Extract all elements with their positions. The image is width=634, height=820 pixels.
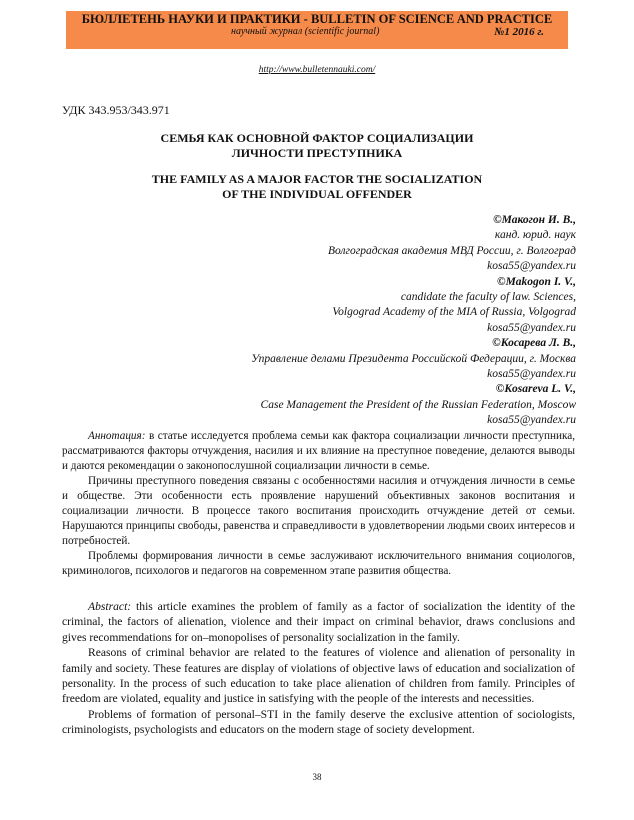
abstract-ru-paragraph: Проблемы формирования личности в семье заслуживают исключительного внимания социологов, криминологов, психологов и педагогов на современном этапе развития общества. — [62, 550, 575, 577]
authors-block — [251, 213, 576, 429]
abstract-en-paragraph: Problems of formation of personal–STI in the family deserve the exclusive attention of sociologists, criminologists, psychologists and educators on the modern stage of society development. — [62, 707, 575, 737]
udc-code: УДК 343.953/343.971 — [62, 103, 170, 117]
journal-title: БЮЛЛЕТЕНЬ НАУКИ И ПРАКТИКИ - BULLETIN OF SCIENCE AND PRACTICE — [81, 12, 553, 26]
abstract-en-label: Abstract: — [88, 600, 132, 613]
abstract-en-paragraph: Abstract: this article examines the problem of family as a factor of socialization the identity of the criminal, the factors of alienation, violence and their impact on criminal behavior, draws conclusions and gives recommendations for on–monopolises of personality socialization in the family. — [62, 600, 575, 644]
author-name: ©Макогон И. В., — [493, 214, 576, 226]
author-affiliation: Волгоградская академия МВД России, г. Волгоград — [327, 244, 576, 257]
abstract-ru-label: Аннотация: — [88, 430, 146, 442]
abstract-english — [62, 599, 575, 738]
author-name: ©Косарева Л. В., — [492, 337, 576, 350]
abstract-russian — [62, 429, 575, 579]
journal-url-link[interactable]: http://www.bulletennauki.com/ — [258, 65, 376, 75]
author-email[interactable]: kosa55@yandex.ru — [487, 414, 576, 427]
issue-number: №1 2016 г. — [494, 26, 544, 38]
title-ru-line-1: СЕМЬЯ КАК ОСНОВНОЙ ФАКТОР СОЦИАЛИЗАЦИИ — [160, 131, 474, 145]
page-number: 38 — [312, 772, 322, 782]
abstract-ru-paragraph: Аннотация: в статье исследуется проблема семьи как фактора социализации личности преступника, рассматриваются факторы отчуждения, насилия и их влияние на преступное поведение, делаются выводы и даются рекомендации о законопослушной социализации личности в семье. — [62, 430, 575, 472]
author-degree: канд. юрид. наук — [494, 229, 576, 242]
title-ru-line-2: ЛИЧНОСТИ ПРЕСТУПНИКА — [231, 146, 403, 160]
author-name: ©Kosareva L. V., — [495, 383, 576, 396]
title-russian — [62, 131, 572, 161]
journal-header-banner — [66, 11, 568, 49]
author-email[interactable]: kosa55@yandex.ru — [487, 321, 576, 334]
title-en-line-2: OF THE INDIVIDUAL OFFENDER — [222, 187, 412, 201]
author-email[interactable]: kosa55@yandex.ru — [487, 368, 576, 381]
author-affiliation: Volgograd Academy of the MIA of Russia, Volgograd — [332, 306, 576, 319]
author-degree: candidate the faculty of law. Sciences, — [400, 291, 576, 304]
author-name: ©Makogon I. V., — [496, 275, 576, 288]
author-affiliation: Case Management the President of the Russian Federation, Moscow — [260, 398, 576, 411]
journal-type: научный журнал (scientific journal) — [231, 26, 380, 37]
title-english — [62, 172, 572, 202]
title-en-line-1: THE FAMILY AS A MAJOR FACTOR THE SOCIALIZATION — [151, 172, 483, 186]
abstract-en-paragraph: Reasons of criminal behavior are related to the features of violence and alienation of personality in family and society. These features are display of violations of objective laws of education and socialization of personality. In the process of such education to take place alienation of children from family. Principles of freedom are violated, equality and justice in satisfying with the people of the interests and necessities. — [62, 646, 575, 706]
abstract-ru-paragraph: Причины преступного поведения связаны с особенностями насилия и отчуждения личности в семье и обществе. Эти особенности есть проявление нарушений объективных законов воспитания и социализации личности. В процессе такого воспитания происходить отчуждение детей от семьи. Нарушаются принципы свободы, равенства и справедливости в удовлетворении людьми своих интересов и потребностей. — [62, 475, 575, 547]
author-affiliation: Управление делами Президента Российской Федерации, г. Москва — [251, 352, 576, 365]
author-email[interactable]: kosa55@yandex.ru — [487, 260, 576, 273]
